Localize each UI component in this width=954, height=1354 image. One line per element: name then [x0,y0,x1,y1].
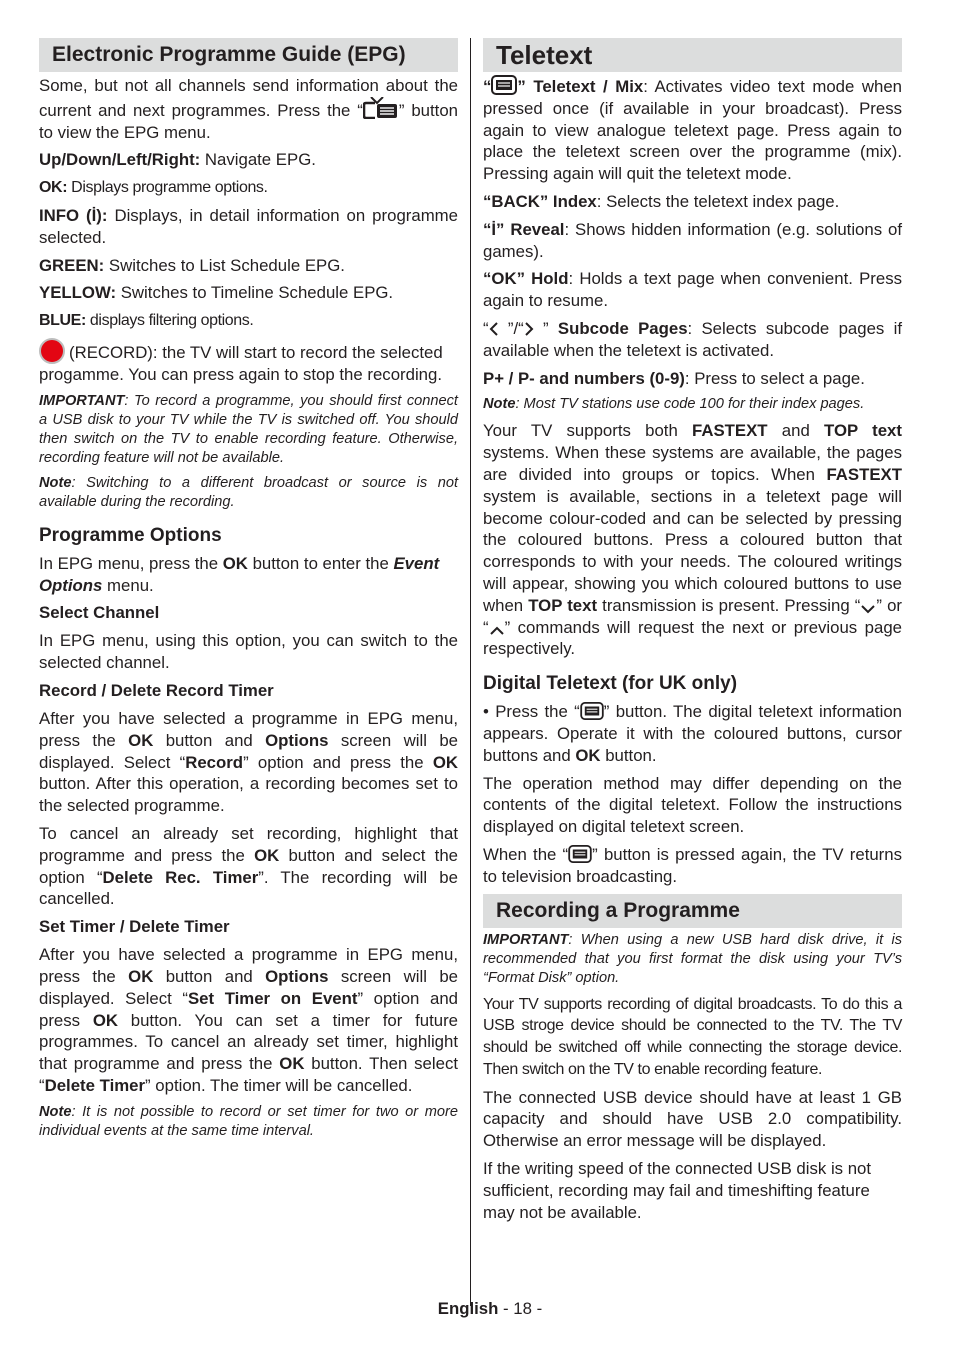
recording-p1: Your TV supports recording of digital broadcasts. To do this a USB stroge device should be connected to the TV. The TV should be switched off while connecting the storage device. Then switch on the TV to enable recording feature. [483,995,902,1078]
programme-options-note: Note: It is not possible to record or set timer for two or more individual events at the same time interval. [39,1103,458,1139]
epg-ok: OK: Displays programme options. [39,179,268,197]
epg-note: Note: Switching to a different broadcast or source is not available during the recording. [39,474,458,510]
epg-green: GREEN: Switches to List Schedule EPG. [39,255,345,275]
teletext-pnum: P+ / P- and numbers (0-9): Press to select a page. [483,368,865,388]
epg-nav: Up/Down/Left/Right: Navigate EPG. [39,150,316,170]
footer-page-number: - 18 - [498,1299,543,1318]
recording-important: IMPORTANT: When using a new USB hard disk drive, it is recommended that you first format the disk using your TV’s “Format Disk” option. [483,931,902,986]
column-divider [470,38,471,1306]
teletext-icon [580,702,604,720]
select-channel-heading: Select Channel [39,603,160,623]
recording-heading: Recording a Programme [483,894,902,928]
epg-heading: Electronic Programme Guide (EPG) [39,38,458,72]
teletext-mix: “ ” Teletext / Mix: Activates video text mode when pressed once (if available in your broadcast). Press again to view analogue teletext page. Press again to place the teletext screen over the programme (mix). Pressing again will quit the teletext mode. [483,77,902,184]
epg-yellow: YELLOW: Switches to Timeline Schedule EPG. [39,283,394,303]
teletext-note: Note: Most TV stations use code 100 for their index pages. [483,396,865,413]
chevron-up-icon [489,626,505,636]
teletext-heading: Teletext [483,38,902,72]
teletext-reveal: “İ” Reveal: Shows hidden information (e.g. solutions of games). [483,219,902,261]
epg-important: IMPORTANT: To record a programme, you should first connect a USB disk to your TV while the TV is switched off. You should then switch on the TV to enable recording feature. Otherwise, recording feature will not be available. [39,392,458,466]
chevron-down-icon [860,604,876,614]
programme-options-intro: In EPG menu, press the OK button to enter the Event Options menu. [39,553,440,595]
epg-guide-icon [363,97,399,119]
set-timer-text: After you have selected a programme in EPG menu, press the OK button and Options screen will be displayed. Select “Set Timer on Event” option and press OK button. You can set a timer for future programmes. To cancel an already set timer, highlight that programme and press the OK button. Then select “Delete Timer” option. The timer will be cancelled. [39,945,459,1095]
chevron-left-icon [489,321,499,337]
footer-language: English [437,1299,499,1318]
page-footer [0,1299,954,1319]
select-channel-text: In EPG menu, using this option, you can switch to the selected channel. [39,631,458,673]
record-timer-text: After you have selected a programme in EPG menu, press the OK button and Options screen will be displayed. Select “Record” option and press the OK button. After this operation, a recording becomes set to the selected programme. [39,708,458,816]
teletext-icon [568,845,592,863]
digital-teletext-again: When the “ ” button is pressed again, the TV returns to television broadcasting. [483,844,902,886]
epg-blue: BLUE: displays filtering options. [39,312,254,330]
digital-teletext-operation: The operation method may differ depending on the contents of the digital teletext. Follow the instructions displayed on digital teletext screen. [483,773,902,837]
left-column [39,38,458,1147]
cancel-recording-text: To cancel an already set recording, highlight that programme and press the OK button and select the option “Delete Rec. Timer”. The recording will be cancelled. [39,823,458,909]
programme-options-heading: Programme Options [39,524,222,546]
digital-teletext-heading: Digital Teletext (for UK only) [483,673,738,695]
teletext-hold: “OK” Hold: Holds a text page when convenient. Press again to resume. [483,269,903,311]
recording-p3: If the writing speed of the connected USB disk is not sufficient, recording may fail and timeshifting feature may not be available. [483,1159,872,1222]
epg-record: (RECORD): the TV will start to record the selected progamme. You can press again to stop the recording. [39,338,458,386]
teletext-back: “BACK” Index: Selects the teletext index page. [483,191,840,211]
teletext-fastext: Your TV supports both FASTEXT and TOP text systems. When these systems are available, the pages are divided into groups or topics. When FASTEXT system is available, sections in a teletext page will become colour-coded and can be selected by pressing the coloured buttons. Press a coloured button that corresponds to with your needs. The coloured writings will appear, showing you which coloured buttons to use when TOP text transmission is present. Pressing “ ” or “ ” commands will request the next or previous page respectively. [483,421,902,659]
chevron-right-icon [524,321,534,337]
recording-p2: The connected USB device should have at least 1 GB capacity and should have USB 2.0 compatibility. Otherwise an error message will be displayed. [483,1087,902,1151]
epg-intro: Some, but not all channels send information about the current and next programmes. Press the “ ” button to view the EPG menu. [39,76,458,142]
epg-info: INFO (İ): Displays, in detail information on programme selected. [39,205,458,247]
teletext-icon [491,75,517,95]
set-timer-heading: Set Timer / Delete Timer [39,917,230,937]
record-timer-heading: Record / Delete Record Timer [39,680,274,700]
right-column [483,38,902,1229]
digital-teletext-press: • Press the “ ” button. The digital teletext information appears. Operate it with the coloured buttons, cursor buttons and OK button. [483,702,902,765]
record-button-icon [39,338,65,364]
teletext-subcode: “ ”/“ ” Subcode Pages: Selects subcode pages if available when the teletext is activated. [483,318,902,360]
